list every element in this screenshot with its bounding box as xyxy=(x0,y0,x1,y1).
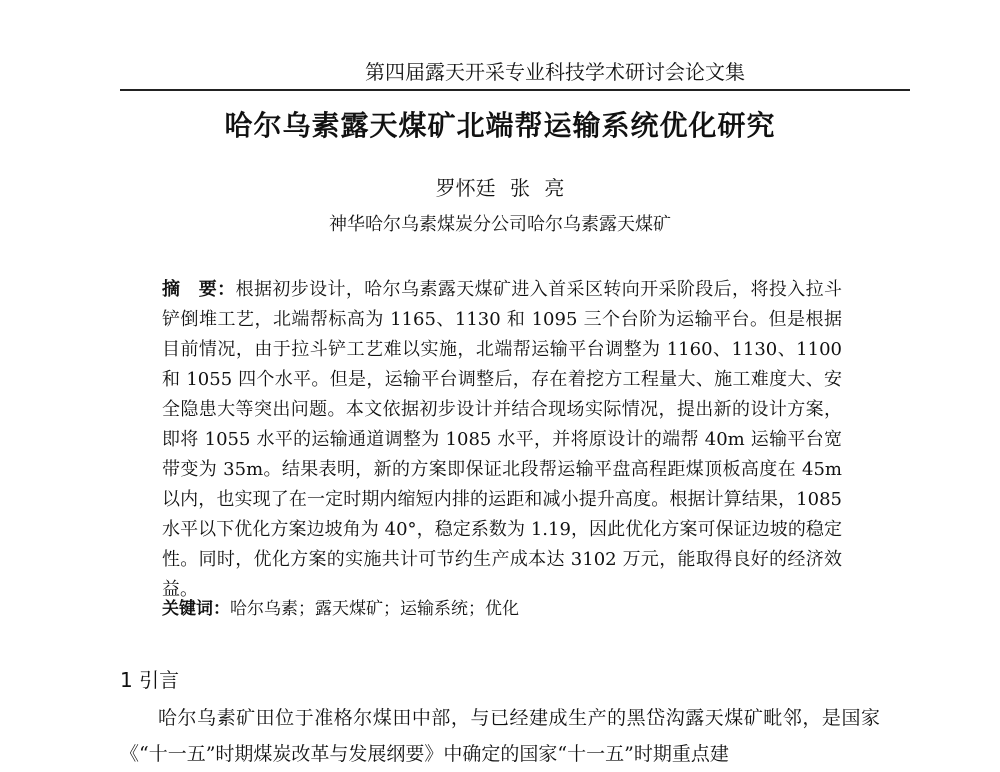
abstract-label: 摘 要： xyxy=(162,279,236,300)
section-heading: 1 引言 xyxy=(120,668,180,692)
authors: 罗怀廷 张 亮 xyxy=(435,176,565,200)
section-body: 哈尔乌素矿田位于准格尔煤田中部，与已经建成生产的黑岱沟露天煤矿毗邻，是国家《“十一五”时期煤炭改革与发展纲要》中确定的国家“十一五”时期重点建 xyxy=(120,707,880,765)
running-header: 第四届露天开采专业科技学术研讨会论文集 xyxy=(365,60,745,84)
keywords-text: 哈尔乌素；露天煤矿；运输系统；优化 xyxy=(230,599,519,619)
keywords-label: 关键词： xyxy=(162,599,230,619)
abstract-text: 根据初步设计，哈尔乌素露天煤矿进入首采区转向开采阶段后，将投入拉斗铲倒堆工艺，北端帮标高为 1165、1130 和 1095 三个台阶为运输平台。但是根据目前情况，由于拉斗铲工艺难以实施，北端帮运输平台调整为 1160、1130、1100 和 1055 四个水平。但是，运输平台调整后，存在着挖方工程量大、施工难度大、安全隐患大等突出问题。本文依据初步设计并结合现场实际情况，提出新的设计方案，即将 1055 水平的运输通道调整为 1085 水平，并将原设计的端帮 40m 运输平台宽带变为 35m。结果表明，新的方案即保证北段帮运输平盘高程距煤顶板高度在 45m 以内，也实现了在一定时期内缩短内排的运距和减小提升高度。根据计算结果，1085 水平以下优化方案边坡角为 40°，稳定系数为 1.19，因此优化方案可保证边坡的稳定性。同时，优化方案的实施共计可节约生产成本达 3102 万元，能取得良好的经济效益。 xyxy=(162,279,843,600)
header-rule xyxy=(120,89,910,91)
paper-title: 哈尔乌素露天煤矿北端帮运输系统优化研究 xyxy=(224,109,776,142)
keywords xyxy=(162,597,862,621)
abstract xyxy=(162,275,842,605)
affiliation: 神华哈尔乌素煤炭分公司哈尔乌素露天煤矿 xyxy=(329,214,671,235)
